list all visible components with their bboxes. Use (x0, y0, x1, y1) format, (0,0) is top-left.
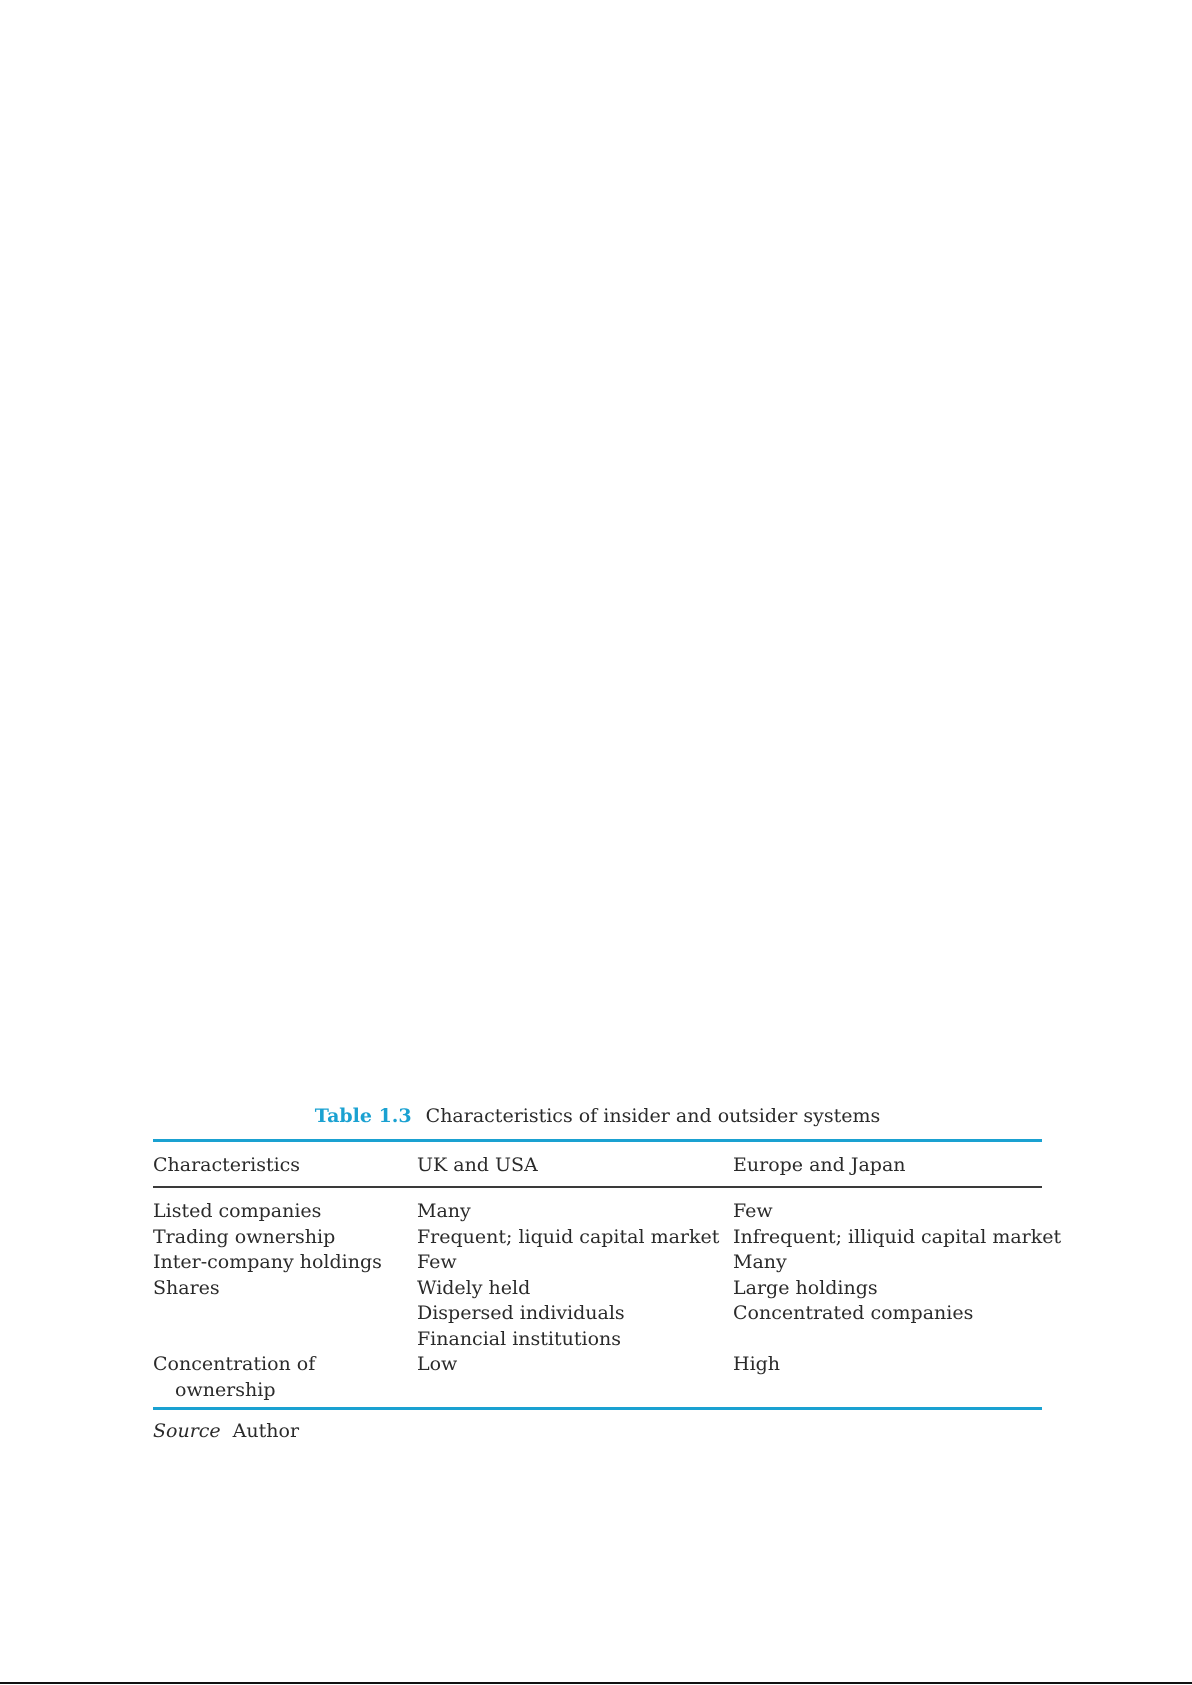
cell-text: High (733, 1353, 781, 1375)
cell-characteristic (153, 1352, 417, 1403)
table-body (153, 1188, 1062, 1407)
cell-text: Large holdings (733, 1276, 878, 1299)
cell-uk-usa (417, 1225, 733, 1251)
cell-text: Concentrated companies (733, 1302, 974, 1324)
cell-text: Infrequent; illiquid capital market (733, 1225, 1062, 1248)
cell-characteristic (153, 1225, 417, 1251)
cell-uk-usa (417, 1352, 733, 1403)
column-header-europe-japan: Europe and Japan (733, 1154, 906, 1176)
cell-text: Inter-company holdings (153, 1251, 382, 1273)
page-bottom-rule (0, 1682, 1192, 1684)
cell-europe-japan (733, 1225, 1062, 1251)
source-text: Author (232, 1420, 300, 1442)
cell-text: Widely held (417, 1276, 531, 1299)
cell-text: Frequent; liquid capital market (417, 1225, 720, 1248)
table-row (153, 1276, 1042, 1353)
table-label: Table 1.3 (314, 1105, 412, 1127)
cell-text: Few (733, 1200, 773, 1222)
header-row (153, 1142, 1042, 1186)
column-header-characteristics: Characteristics (153, 1154, 301, 1176)
cell-text: Many (417, 1200, 471, 1222)
column-header-uk-usa: UK and USA (417, 1154, 538, 1176)
cell-text: Low (417, 1353, 458, 1375)
cell-text: Trading ownership (153, 1225, 336, 1248)
cell-europe-japan (733, 1352, 1042, 1403)
cell-text: Shares (153, 1276, 220, 1299)
table-source (153, 1419, 1042, 1443)
bottom-rule (153, 1407, 1042, 1410)
cell-characteristic (153, 1250, 417, 1276)
cell-europe-japan (733, 1199, 1042, 1225)
cell-characteristic (153, 1276, 417, 1353)
table-body-grid (153, 1199, 1062, 1403)
cell-text: Concentration of (153, 1353, 316, 1375)
characteristics-table (153, 1142, 1042, 1186)
cell-uk-usa (417, 1276, 733, 1353)
cell-europe-japan (733, 1250, 1042, 1276)
source-label: Source (153, 1420, 221, 1442)
cell-text: Financial institutions (417, 1327, 622, 1350)
table-row (153, 1352, 1042, 1403)
cell-uk-usa (417, 1250, 733, 1276)
cell-text: Many (733, 1251, 787, 1273)
table-row (153, 1225, 1042, 1251)
cell-text: Listed companies (153, 1200, 322, 1222)
table-row (153, 1250, 1042, 1276)
cell-characteristic (153, 1199, 417, 1225)
cell-text: Few (417, 1251, 457, 1273)
cell-europe-japan (733, 1276, 1042, 1353)
cell-uk-usa (417, 1199, 733, 1225)
table-caption (153, 1104, 1042, 1128)
table-title: Characteristics of insider and outsider systems (425, 1105, 881, 1127)
cell-text: Dispersed individuals (417, 1302, 625, 1324)
cell-text-continued: ownership (175, 1378, 276, 1401)
table-row (153, 1199, 1042, 1225)
table-block (153, 1104, 1062, 1443)
